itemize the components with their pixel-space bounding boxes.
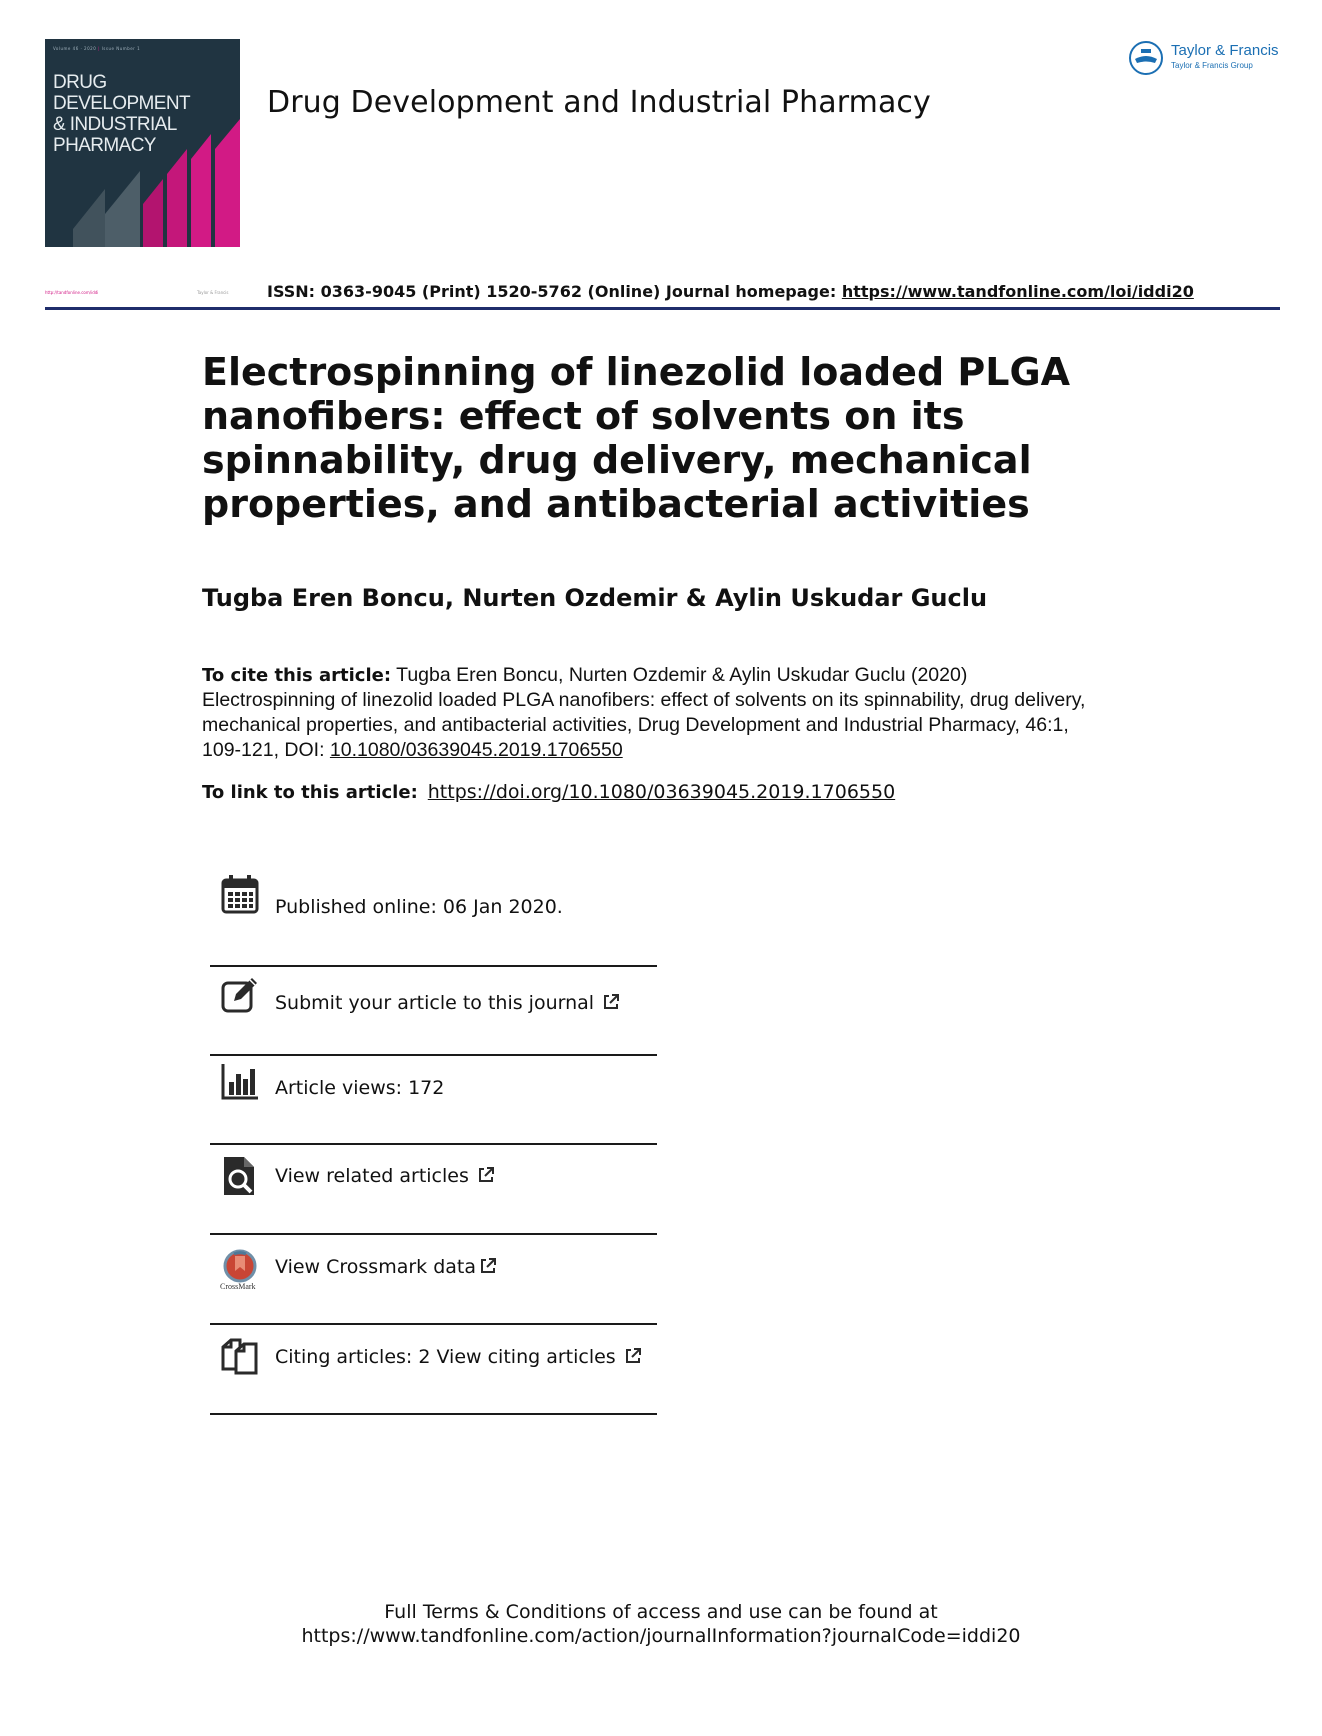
item-divider <box>210 1413 657 1415</box>
cover-issue-line: Volume 46 · 2020 | Issue Number 1 <box>53 46 141 51</box>
publisher-logo[interactable] <box>1128 40 1288 76</box>
footer-terms-url[interactable]: https://www.tandfonline.com/action/journalInformation?journalCode=iddi20 <box>301 1625 1021 1647</box>
crossmark-icon <box>220 1249 262 1293</box>
terms-footer <box>0 1600 1322 1648</box>
publisher-name: Taylor & Francis <box>1171 42 1279 59</box>
cover-tiny-link: http://tandfonline.com/iddi <box>45 290 99 295</box>
citing-articles-link[interactable]: Citing articles: 2 View citing articles <box>275 1346 642 1368</box>
cite-label: To cite this article: <box>202 665 392 686</box>
citing-articles-icon <box>220 1335 260 1377</box>
cite-text: Tugba Eren Boncu, Nurten Ozdemir & Aylin Uskudar Guclu (2020) Electrospinning of linezolid loaded PLGA nanofibers: effect of solvents on its spinnability, drug delivery, mechanical properties, and antibacterial activities, Drug Development and Industrial Pharmacy, 46:1, 109-121, DOI: <box>202 664 1086 761</box>
citation-block <box>202 663 1102 763</box>
submit-article-item[interactable] <box>210 966 657 1056</box>
search-document-icon <box>220 1155 260 1197</box>
external-link-icon <box>479 1257 497 1275</box>
bar-chart-icon <box>220 1062 260 1104</box>
cite-doi-link[interactable]: 10.1080/03639045.2019.1706550 <box>329 739 623 761</box>
cover-title: DRUG DEVELOPMENT & INDUSTRIAL PHARMACY <box>53 72 190 156</box>
issn-line <box>267 282 1194 301</box>
related-articles-link[interactable]: View related articles <box>275 1165 495 1187</box>
published-online-text: Published online: 06 Jan 2020. <box>275 896 563 918</box>
journal-homepage-link[interactable]: https://www.tandfonline.com/loi/iddi20 <box>841 282 1194 301</box>
edit-icon <box>220 975 260 1017</box>
publisher-emblem-icon <box>1128 40 1164 76</box>
journal-name: Drug Development and Industrial Pharmacy <box>267 85 931 120</box>
issn-text: ISSN: 0363-9045 (Print) 1520-5762 (Online) Journal homepage: <box>267 282 842 301</box>
external-link-icon <box>602 993 620 1011</box>
cover-tiny-publisher: Taylor & Francis <box>197 290 229 295</box>
crossmark-item[interactable] <box>210 1235 657 1325</box>
publisher-group: Taylor & Francis Group <box>1171 61 1253 70</box>
calendar-icon <box>220 874 260 916</box>
crossmark-label: CrossMark <box>220 1282 256 1291</box>
article-doi-link[interactable]: https://doi.org/10.1080/03639045.2019.1706550 <box>427 781 896 803</box>
submit-article-link[interactable]: Submit your article to this journal <box>275 992 620 1014</box>
article-authors: Tugba Eren Boncu, Nurten Ozdemir & Aylin Uskudar Guclu <box>202 584 988 612</box>
article-views-text: Article views: 172 <box>275 1077 445 1099</box>
article-title: Electrospinning of linezolid loaded PLGA nanofibers: effect of solvents on its spinnability, drug delivery, mechanical properties, and antibacterial activities <box>202 350 1071 526</box>
header-divider <box>45 307 1280 310</box>
related-articles-item[interactable] <box>210 1145 657 1235</box>
footer-line-1: Full Terms & Conditions of access and use can be found at <box>384 1601 938 1623</box>
article-link-row <box>202 781 895 803</box>
external-link-icon <box>624 1347 642 1365</box>
citing-articles-item[interactable] <box>210 1325 657 1415</box>
published-online-item <box>210 874 657 964</box>
crossmark-link[interactable]: View Crossmark data <box>275 1256 497 1278</box>
journal-cover <box>45 39 240 247</box>
article-views-item <box>210 1055 657 1145</box>
external-link-icon <box>477 1166 495 1184</box>
link-label: To link to this article: <box>202 782 418 803</box>
